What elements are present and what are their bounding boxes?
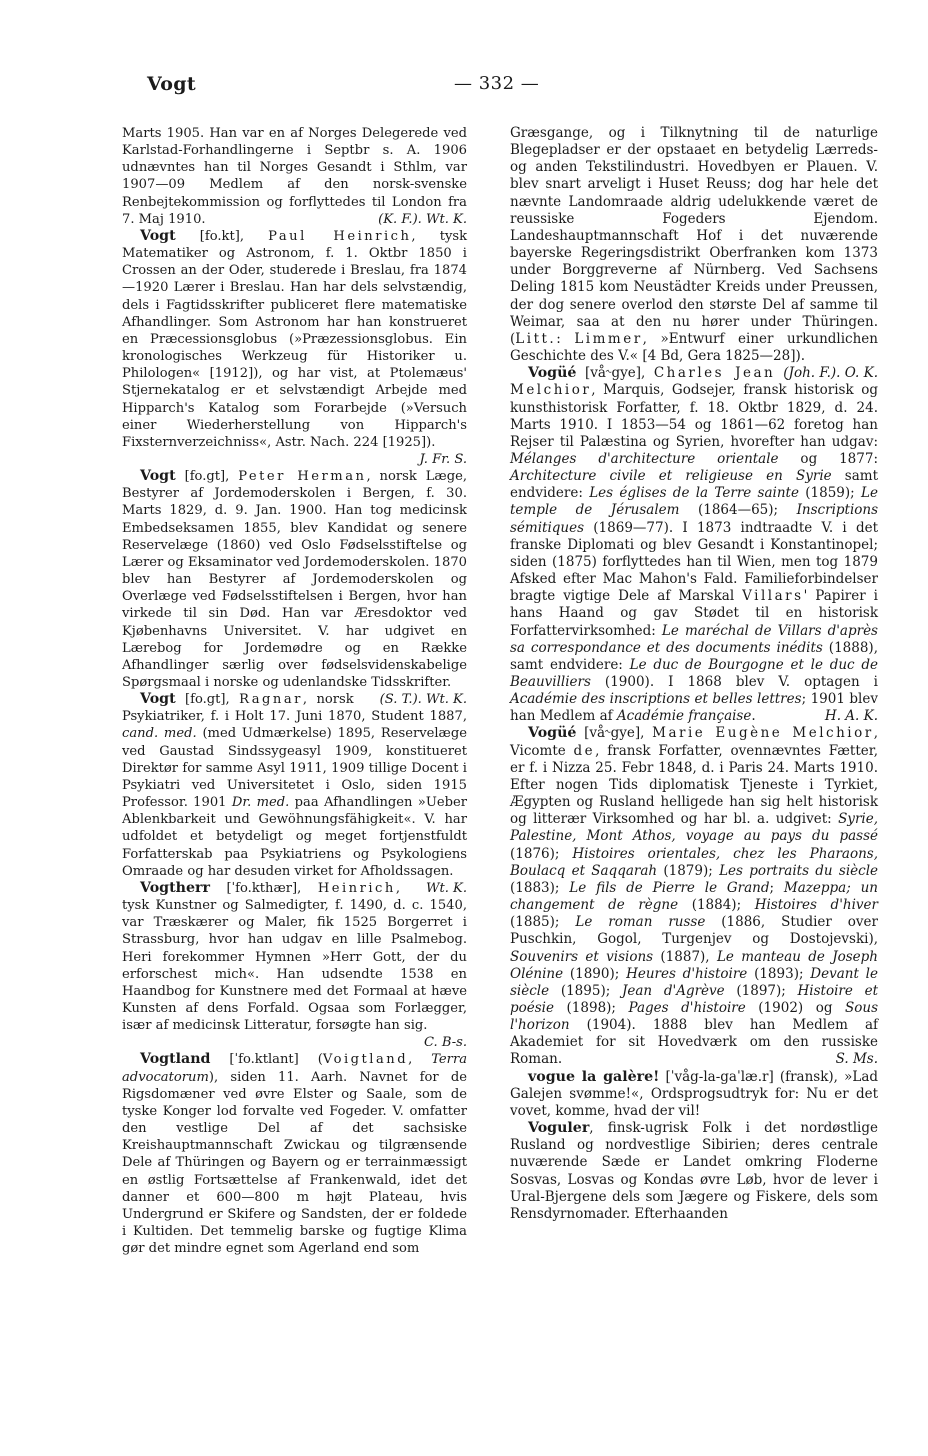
entry-text: (1886, Studier over Puschkin, Gogol, Turgenjev og Dostojevski), — [510, 914, 878, 948]
entry-text: ' Papirer i hans Haand og gav Stødet til en historisk Forfattervirksomhed: — [510, 588, 878, 639]
entry-pronunciation: [fo.kt], — [175, 228, 269, 244]
entry-italic: Jean d'Agrève — [621, 982, 725, 999]
entry-name: Peter Herman — [238, 469, 367, 485]
entry-italic: Histoires d'hiver — [754, 897, 878, 914]
entry-italic: Devant le siècle — [510, 965, 878, 999]
entry-text: , finsk-ugrisk Folk i det nordøstlige Rusland og nordvestlige Sibirien; deres centrale nuværende Sæde er Landet omkring Floderne Sosvas, Losvas og Kondas øvre Løb, hvor de lever i Ural-Bjergene dels som Jægere og Fiskere, dels som Rensdyrnomader. Efterhaanden — [510, 1120, 878, 1222]
entry-text: , »Entwurf einer urkundlichen Geschichte des V.« [4 Bd, Gera 1825—28]). — [510, 330, 878, 365]
entry-italic: Terra advocatorum — [122, 1052, 468, 1085]
entry-headword: Vogt — [140, 691, 176, 708]
entry-vogtland — [122, 1051, 467, 1257]
entry-vogue-charles — [510, 365, 878, 725]
entry-text: (med Udmærkelse) 1895, Reservelæge ved Gaustad Sindssygeasyl 1909, konstitueret Direktør for samme Asyl 1911, 1909 tillige Docent i Psykiatri ved Universitetet i Oslo, siden 1915 Professor. 1901 — [122, 726, 467, 811]
entry-vogue-marie — [510, 725, 878, 1068]
entry-text: , tysk Kunstner og Salmedigter, f. 1490, d. c. 1540, var Træskærer og Maler, fik 1525 Borgerret i Strassburg, hvor han udgav en lille Psalmebog. Heri forekommer Hymnen »Herr Gott, der du erforschest mich«. Han udsendte 1538 en Haandbog for Kunstnere med det Formaal at hæve Kunsten af dens Forfald. Ogsaa som Forlægger, især af medicinsk Litteratur, forsøgte han sig. — [122, 880, 467, 1034]
entry-text: (1884); — [678, 897, 755, 914]
entry-vogtherr — [122, 880, 467, 1034]
entry-text: (1893); — [747, 965, 811, 982]
entry-text: (1898); — [554, 999, 629, 1016]
entry-text: , norsk Læge, Bestyrer af Jordemoderskolen i Bergen, f. 30. Marts 1829, d. 9. Jan. 1900. Han tog medicinsk Embedseksamen 1855, blev Kandidat og senere Reservelæge (1860) ved Oslo Fødselsstiftelse og Lærer og Eksaminator ved Jordemoderskolen. 1870 blev han Bestyrer af Jordemoderskolen og Overlæge ved Fødselsstiftelsen i Bergen, hvor han virkede til sin Død. Han var Æresdoktor ved Kjøbenhavns Universitet. V. har udgivet en Lærebog for Jordemødre og en Række Afhandlinger særlig over fødselsvidenskabelige Spørgsmaal i norske og udenlandske Tidsskrifter. — [122, 469, 467, 690]
entry-italic: Histoires orientales, chez les Pharaons, Boulacq et Saqqarah — [510, 845, 878, 879]
entry-name: de — [573, 742, 596, 759]
page-number: — 332 — — [454, 73, 540, 94]
entry-italic: Académie française — [616, 708, 752, 725]
entry-italic: Les portraits du siècle — [719, 862, 878, 879]
entry-italic: Académie des inscriptions et belles lettres — [510, 691, 802, 708]
entry-pronunciation: [fo.gt], — [175, 469, 239, 485]
entry-headword: Vogtland — [140, 1051, 211, 1068]
entry-text: (1879); — [657, 862, 720, 879]
entry-signature: J. Fr. S. — [419, 451, 467, 467]
entry-text: ; — [769, 879, 784, 896]
entry-text: (1885); — [510, 914, 576, 931]
entry-italic: Mélanges d'architecture orientale — [510, 450, 779, 467]
entry-text: (1897); — [724, 982, 798, 999]
entry-headword: Vogtherr — [140, 879, 210, 896]
entry-pronunciation: [ˈfo.ktlant] ( — [210, 1052, 323, 1068]
entry-pronunciation: [vå˞gye], — [576, 725, 653, 742]
entry-text: (1895); — [549, 982, 622, 999]
entry-headword: Vogt — [140, 468, 176, 485]
entry-signature: S. Ms. — [835, 1051, 878, 1068]
entry-name: Ragnar — [239, 692, 303, 708]
entry-text: , Marquis, Godsejer, fransk historisk og kunsthistorisk Forfatter, f. 18. Oktbr 1829, d. 24. Marts 1910. I 1853—54 og 1861—62 foretog han Rejser til Palæstina og Syrien, hvorefter han udgav: — [510, 382, 878, 450]
entry-headword: Vogt — [140, 227, 176, 244]
entry-name: Marie Eugène Melchior — [652, 725, 874, 742]
entry-italic: Architecture civile et religieuse en Syrie — [510, 468, 832, 485]
entry-literature-label: Litt. — [515, 330, 557, 347]
entry-text: paa Afhandlingen »Ueber Ablenkbarkeit und Gewöhnungsfähigkeit«. V. har udfoldet et betydeligt og meget fortjenstfuldt Forfatterskab paa Psykiatriens og Psykologiens Omraade og har desuden virket for Afholdssagen. — [122, 795, 467, 879]
entry-italic: Mazeppa; un changement de règne — [510, 879, 878, 914]
entry-italic: Souvenirs et visions — [510, 948, 654, 965]
entry-text: (1876); — [510, 845, 573, 862]
entry-italic: cand. med. — [122, 726, 197, 742]
entry-signature: (Joh. F.). O. K. — [783, 365, 878, 382]
running-headword: Vogt — [147, 73, 196, 95]
entry-text: (1902) og — [745, 999, 846, 1016]
entry-text: , fransk Forfatter, ovennævntes Fætter, er f. i Nizza 25. Febr 1848, d. i Paris 24. Marts 1910. Efter nogen Tids diplomatisk Tjeneste i Tyrkiet, Ægypten og Rusland helligede han sig helt historisk og litterær Virksomhed og har bl. a. udgivet: — [510, 742, 878, 828]
right-column — [510, 125, 878, 1223]
entry-voguler — [510, 1120, 878, 1223]
entry-pronunciation: [fo.gt], — [175, 692, 240, 708]
left-column — [122, 125, 467, 1257]
entry-text: , Vicomte — [510, 725, 878, 759]
entry-text: (1864—65); — [679, 502, 797, 519]
entry-italic: Heures d'histoire — [626, 965, 748, 982]
entry-text: (1888), samt endvidere: — [510, 639, 878, 673]
entry-italic: Le maréchal de Villars d'après sa correspondance et des documents inédits — [510, 622, 878, 656]
entry-italic: Pages d'histoire — [628, 999, 746, 1016]
entry-italic: Syrie, Palestine, Mont Athos, voyage au pays du passé — [510, 811, 878, 845]
entry-text: (1887), — [653, 948, 717, 965]
entry-italic: Dr. med. — [231, 795, 290, 811]
entry-text: ), siden 11. Aarh. Navnet for de Rigsdomæner ved øvre Elster og Saale, som de tyske Konger lod forvalte ved Fogeder. V. omfatter den vestlige Del af det sachsiske Kreishauptmannschaft Zwickau og tilgrænsende Dele af Thüringen og Bayern og er terrainmæssigt en østlig Fortsættelse af Frankenwald, idet det danner et 600—800 m højt Plateau, hvis Undergrund er Skifere og Sandsten, der er foldede i Kultiden. Det temmelig barske og fugtige Klima gør det mindre egnet som Agerland end som — [122, 1069, 467, 1257]
entry-text: [ˈvåg-la-gaˈlæ.r] (fransk), »Lad Galejen svømme!«, Ordsprogsudtryk for: Nu er det vovet, komme, hvad der vil! — [510, 1068, 879, 1119]
entry-signature: Wt. K. — [426, 880, 467, 896]
entry-pronunciation: [ˈfo.kthær], — [209, 880, 318, 896]
entry-italic: Le temple de Jérusalem — [510, 485, 878, 519]
entry-text: (1900). I 1868 blev V. optagen i — [590, 674, 878, 690]
entry-italic: Le roman russe — [575, 914, 706, 931]
entry-continuation — [122, 125, 467, 228]
entry-text: , — [408, 1052, 432, 1068]
entry-text: og 1877: — [778, 450, 878, 467]
entry-signature: H. A. K. — [824, 708, 878, 725]
entry-vogue-la-galere — [510, 1069, 878, 1120]
entry-signature: C. B-s. — [423, 1035, 467, 1051]
entry-headword: Vogüé — [528, 725, 577, 742]
entry-italic: Sous l'horizon — [510, 999, 879, 1034]
entry-text: ; 1901 blev han Medlem af — [510, 691, 878, 725]
entry-text: : — [556, 330, 575, 347]
entry-text: (1859); — [798, 485, 862, 502]
entry-italic: Inscriptions sémitiques — [510, 502, 879, 536]
entry-text: (1883); — [510, 879, 570, 896]
entry-text: Marts 1905. Han var en af Norges Delegerede ved Karlstad-Forhandlingerne i Septbr s. A. 1906 udnævntes han til Norges Gesandt i Sthlm, var 1907—09 Medlem af den norsk-svenske Renbejtekommission og forflyttedes til London fra 7. Maj 1910. — [122, 126, 467, 227]
entry-italic: Le fils de Pierre le Grand — [569, 879, 770, 896]
entry-italic: Les églises de la Terre sainte — [589, 485, 799, 502]
entry-headword: Voguler — [528, 1120, 590, 1137]
entry-text: samt endvidere: — [510, 468, 878, 502]
entry-pronunciation: [vå˞gye], — [576, 365, 654, 382]
entry-text: . — [751, 708, 756, 725]
entry-text: , norsk Psykiatriker, f. i Holt 17. Juni 1870, Student 1887, — [122, 692, 467, 725]
entry-text: (1904). 1888 blev han Medlem af Akademiet for sit Hovedværk om den russiske Roman. — [510, 1017, 878, 1068]
entry-headword: Vogüé — [528, 365, 577, 382]
entry-signature: (S. T.). Wt. K. — [379, 692, 467, 708]
entry-italic: Le duc de Bourgogne et le duc de Beauvilliers — [510, 656, 878, 690]
entry-signature: (K. F.). Wt. K. — [378, 211, 467, 227]
entry-italic: Histoire et poésie — [510, 982, 878, 1016]
entry-text: Græsgange, og i Tilknytning til de naturlige Blegepladser er der opstaaet en betydelig Lærreds- og anden Tekstilindustri. Hovedbyen er Plauen. V. blev snart arveligt i Huset Reuss; dog har hele det nævnte Landomraade aldrig udelukkende været de reussiske Fogeders Ejendom. Landeshauptmannschaft Hof i det nuværende bayerske Regeringsdistrikt Oberfranken kom 1373 under Borggreverne af Nürnberg. Ved Sachsens Deling 1815 kom Neustädter Kreids under Preussen, der dog senere overlod den største Del af samme til Weimar, saa at den nu hører under Thüringen. ( — [510, 125, 878, 347]
entry-name: Paul Heinrich — [268, 228, 412, 244]
entry-headword: vogue la galère! — [528, 1068, 660, 1085]
entry-name: Heinrich — [317, 880, 396, 896]
entry-vogt-paul — [122, 228, 467, 451]
entry-name: Voigtland — [322, 1052, 409, 1068]
entry-text: (1890); — [563, 965, 627, 982]
entry-italic: Le manteau de Joseph Olénine — [510, 948, 878, 982]
entry-text: , tysk Matematiker og Astronom, f. 1. Oktbr 1850 i Crossen an der Oder, studerede i Breslau, fra 1874—1920 Lærer i Breslau. Han har dels selvstændig, dels i Fagtidsskrifter publiceret flere matematiske Afhandlinger. Som Astronom har han konstrueret en Præcessionsglobus (»Præzessionsglobus. Ein kronologisches Werkzeug für Historiker u. Philologen« [1912]), og har vist, at Ptolemæus' Stjernekatalog er et selvstændigt Arbejde med Hipparch's Katalog som Forarbejde (»Versuch einer Wiederherstellung von Hipparch's Fixsternverzeichniss«, Astr. Nach. 224 [1925]). — [122, 228, 468, 450]
entry-name: Charles Jean Melchior — [510, 365, 776, 399]
entry-name: Villars — [742, 588, 804, 605]
entry-author: Limmer — [574, 330, 643, 347]
entry-text: (1869—77). I 1873 indtraadte V. i det franske Diplomati og blev Gesandt i Konstantinopel; siden (1875) forflyttedes han til Wien, men tog 1879 Afsked efter Mac Mahon's Fald. Familieforbindelser bragte vigtige Dele af Marskal — [510, 519, 878, 605]
